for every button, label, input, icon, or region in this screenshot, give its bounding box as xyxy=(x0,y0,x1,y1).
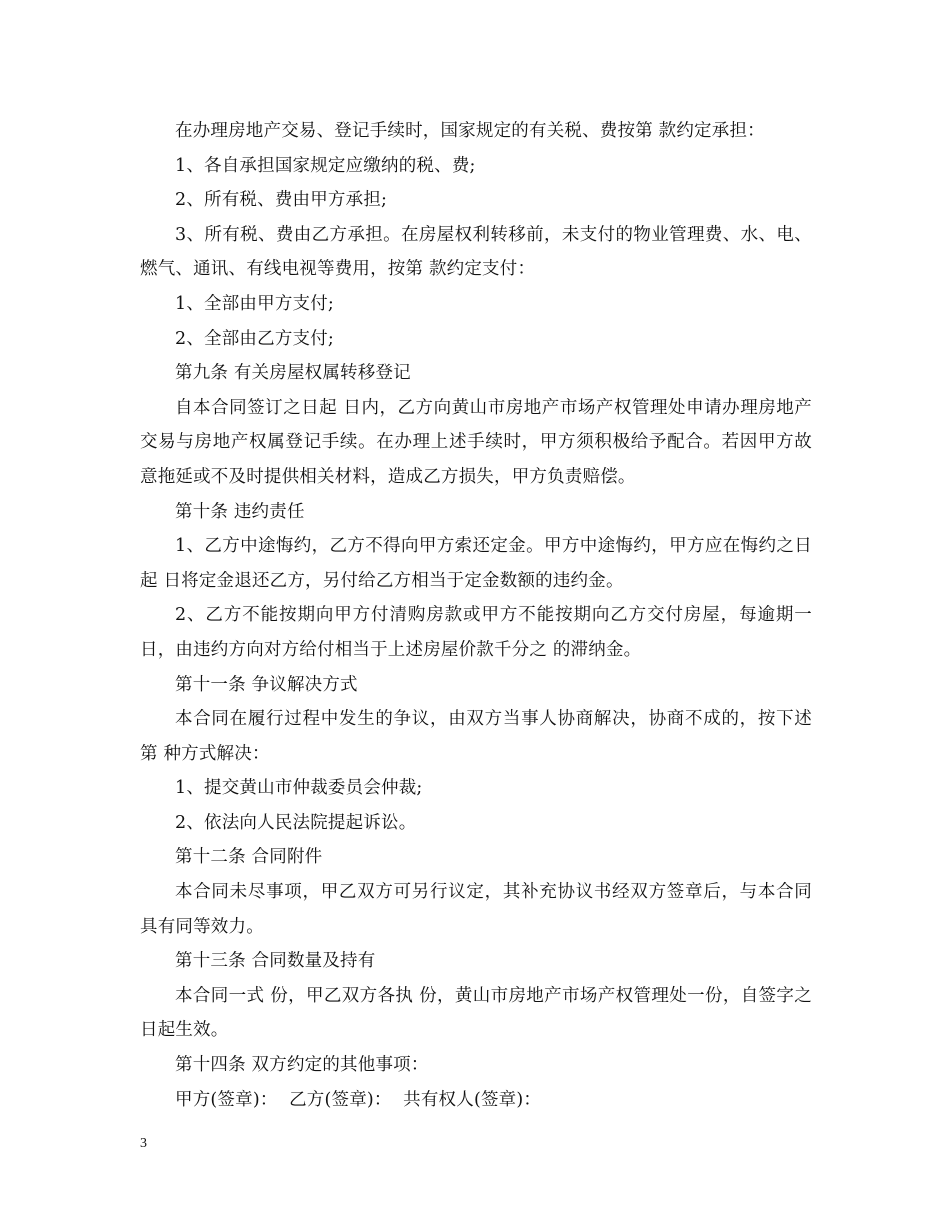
paragraph-fee-option-1: 1、全部由甲方支付; xyxy=(175,293,335,314)
paragraph-tax-option-2: 2、所有税、费由甲方承担; xyxy=(175,190,388,211)
heading-article-11: 第十一条 争议解决方式 xyxy=(175,674,358,695)
paragraph-breach-1: 1、乙方中途悔约，乙方不得向甲方索还定金。甲方中途悔约，甲方应在悔约之日起 日将定金退还乙方，另付给乙方相当于定金数额的违约金。 xyxy=(140,536,812,591)
paragraph-fee-option-2: 2、全部由乙方支付; xyxy=(175,328,335,349)
document-body xyxy=(140,114,812,1117)
paragraph-registration: 自本合同签订之日起 日内，乙方向黄山市房地产市场产权管理处申请办理房地产交易与房地产权属登记手续。在办理上述手续时，甲方须积极给予配合。若因甲方故意拖延或不及时提供相关材料，造成乙方损失，甲方负责赔偿。 xyxy=(140,397,812,487)
paragraph-tax-option-1: 1、各自承担国家规定应缴纳的税、费; xyxy=(175,155,476,176)
signature-line: 甲方(签章)： 乙方(签章)： 共有权人(签章)： xyxy=(175,1089,542,1110)
paragraph-dispute-option-2: 2、依法向人民法院提起诉讼。 xyxy=(175,812,417,833)
paragraph-dispute: 本合同在履行过程中发生的争议，由双方当事人协商解决，协商不成的，按下述第 种方式解决： xyxy=(140,709,812,764)
page-number: 3 xyxy=(140,1136,147,1151)
heading-article-13: 第十三条 合同数量及持有 xyxy=(175,951,376,972)
heading-article-10: 第十条 违约责任 xyxy=(175,501,305,522)
heading-article-9: 第九条 有关房屋权属转移登记 xyxy=(175,363,411,384)
paragraph-tax-clause: 在办理房地产交易、登记手续时，国家规定的有关税、费按第 款约定承担： xyxy=(175,121,765,141)
paragraph-copies: 本合同一式 份，甲乙双方各执 份，黄山市房地产市场产权管理处一份，自签字之日起生效。 xyxy=(140,985,812,1041)
paragraph-dispute-option-1: 1、提交黄山市仲裁委员会仲裁; xyxy=(175,778,423,799)
paragraph-attachments: 本合同未尽事项，甲乙双方可另行议定，其补充协议书经双方签章后，与本合同具有同等效力。 xyxy=(140,882,812,937)
paragraph-breach-2: 2、乙方不能按期向甲方付清购房款或甲方不能按期向乙方交付房屋，每逾期一日，由违约方向对方给付相当于上述房屋价款千分之 的滞纳金。 xyxy=(140,605,812,660)
heading-article-14: 第十四条 双方约定的其他事项： xyxy=(175,1055,429,1076)
heading-article-12: 第十二条 合同附件 xyxy=(175,847,323,868)
paragraph-tax-option-3: 3、所有税、费由乙方承担。在房屋权利转移前，未支付的物业管理费、水、电、燃气、通讯、有线电视等费用，按第 款约定支付： xyxy=(140,224,812,280)
